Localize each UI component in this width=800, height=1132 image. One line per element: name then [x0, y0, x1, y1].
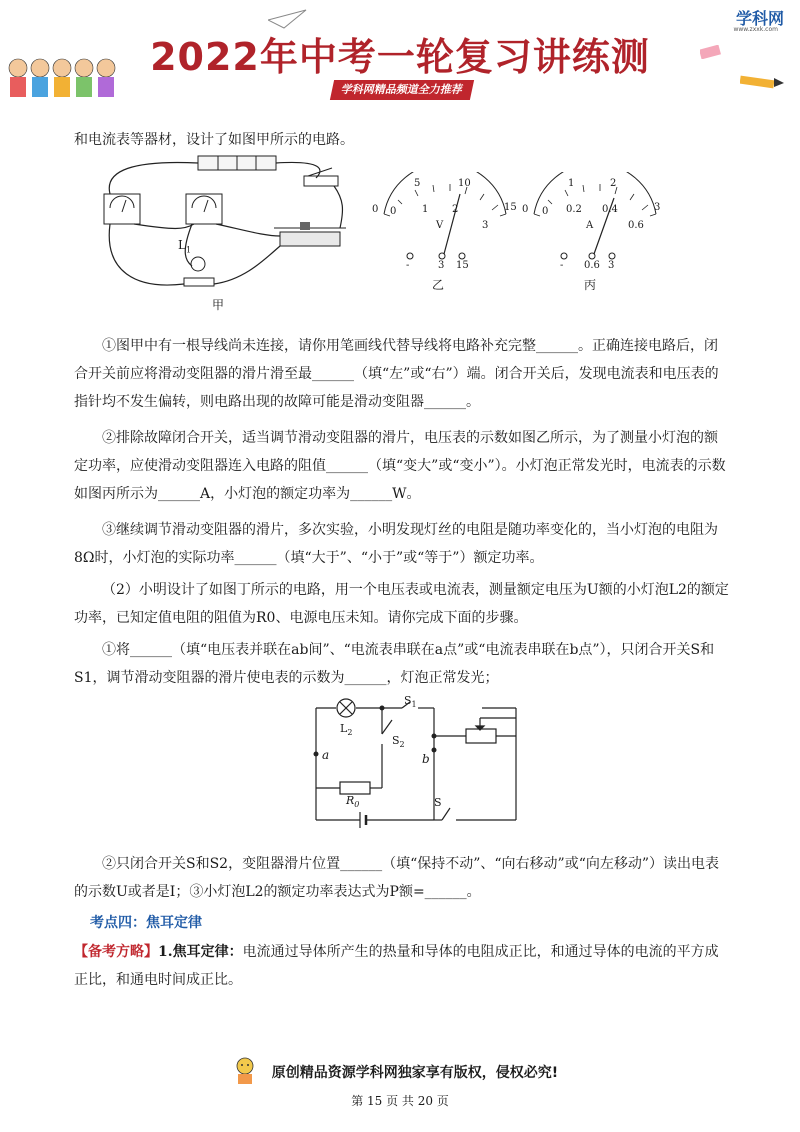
ammeter-scale-1: 1 [568, 178, 575, 189]
voltmeter-left-end: 0 [372, 204, 379, 215]
ammeter-terminal-3: 3 [608, 260, 615, 271]
voltmeter-scale-2: 2 [452, 204, 459, 215]
ammeter-device-icon [104, 194, 140, 224]
circuit-label-S1: $S_1$ [404, 694, 417, 710]
question-step-1: ①图甲中有一根导线尚未连接，请你用笔画线代替导线将电路补充完整______。正确连接电路后，闭合开关前应将滑动变阻器的滑片滑至最______（填“左”或“右”）端。闭合开关后，发现电流表和电压表的指针均不发生偏转，则电路出现的故障可能是滑动变阻器______。 [74, 338, 719, 410]
ammeter-left-end: 0 [522, 204, 529, 215]
rheostat-icon [274, 222, 346, 246]
banner-subtitle: 学科网精品频道全力推荐 [330, 80, 474, 100]
figure-jia-circuit [94, 150, 364, 320]
voltmeter-terminal-15: 15 [456, 260, 469, 271]
children-illustration [6, 54, 126, 102]
question-part-2: （2）小明设计了如图丁所示的电路，用一个电压表或电流表，测量额定电压为U额的小灯泡L2的额定功率，已知定值电阻的阻值为R0、电源电压未知。请你完成下面的步骤。 [74, 582, 729, 626]
voltmeter-scale-5: 5 [414, 178, 421, 189]
voltmeter-scale-1: 1 [422, 204, 429, 215]
circuit-label-L2: $L_2$ [340, 722, 353, 738]
ammeter-zero-top: 0 [542, 206, 549, 217]
circuit-label-b: b [422, 752, 430, 766]
figure-ding-circuit [300, 696, 530, 830]
ammeter-terminal-0-6: 0.6 [584, 260, 600, 271]
circuit-label-S: S [434, 796, 442, 809]
switch-icon [304, 168, 338, 186]
intro-paragraph: 和电流表等器材，设计了如图甲所示的电路。 [74, 132, 354, 148]
voltmeter-device-icon [186, 194, 222, 224]
ammeter-scale-0-6: 0.6 [628, 220, 644, 231]
question-step-2: ②排除故障闭合开关，适当调节滑动变阻器的滑片，电压表的示数如图乙所示，为了测量小灯泡的额定功率，应使滑动变阻器连入电路的阻值______（填“变大”或“变小”）。小灯泡正常发光时，电流表的示数如图丙所示为______A，小灯泡的额定功率为______W。 [74, 430, 726, 502]
ammeter-scale-0-2: 0.2 [566, 204, 582, 215]
circuit-label-R0: $R_0$ [346, 794, 360, 810]
voltmeter-unit: V [436, 220, 444, 231]
ammeter-scale-2: 2 [610, 178, 617, 189]
strategy-body: 电流通过导体所产生的热量和导体的电阻成正比，和通过导体的电流的平方成正比，和通电时间成正比。 [74, 944, 719, 988]
pencil-icon [740, 74, 784, 93]
eraser-icon [700, 44, 722, 63]
question-part-2-step-2: ②只闭合开关S和S2，变阻器滑片位置______（填“保持不动”、“向右移动”或“向左移动”）读出电表的示数U或者是I；③小灯泡L2的额定功率表达式为P额=______。 [74, 856, 720, 900]
question-part-2-step-1: ①将______（填“电压表并联在ab间”、“电流表串联在a点”或“电流表串联在b点”），只闭合开关S和S1，调节滑动变阻器的滑片使电表的示数为______，灯泡正常发光； [74, 642, 715, 686]
ammeter-right-end: 3 [654, 202, 661, 213]
voltmeter-scale-10: 10 [458, 178, 471, 189]
section-heading: 考点四：焦耳定律 [90, 915, 202, 931]
figure-bing-ammeter-dial [520, 172, 670, 290]
exam-strategy-paragraph [74, 938, 730, 994]
strategy-term: 1.焦耳定律： [158, 944, 243, 960]
copyright-note: 原创精品资源学科网独家享有版权，侵权必究! [271, 1065, 559, 1081]
voltmeter-terminal-minus: - [406, 260, 410, 271]
circuit-label-S2: $S_2$ [392, 734, 405, 750]
question-step-3: ③继续调节滑动变阻器的滑片，多次实验，小明发现灯丝的电阻是随功率变化的，当小灯泡的电阻为8Ω时，小灯泡的实际功率______（填“大于”、“小于”或“等于”）额定功率。 [74, 522, 718, 566]
banner-title: 2022年中考一轮复习讲练测 [150, 35, 650, 79]
voltmeter-zero-top: 0 [390, 206, 397, 217]
figure-bing-label: 丙 [584, 278, 597, 292]
lamp-label: $L_1$ [178, 238, 192, 255]
figure-jia-label: 甲 [212, 298, 225, 312]
site-logo-url: www.zxxk.com [733, 26, 778, 33]
battery-icon [198, 156, 276, 170]
lamp-icon [184, 257, 214, 286]
voltmeter-scale-3: 3 [482, 220, 489, 231]
figure-yi-voltmeter-dial [370, 172, 520, 290]
voltmeter-right-end: 15 [504, 202, 517, 213]
ammeter-terminal-minus: - [560, 260, 564, 271]
strategy-tag: 【备考方略】 [74, 944, 158, 960]
figure-yi-label: 乙 [432, 278, 445, 292]
ammeter-unit: A [586, 220, 594, 231]
site-logo[interactable]: 学科网 [735, 9, 784, 28]
circuit-label-a: a [322, 748, 330, 762]
page-number: 第 15 页 共 20 页 [351, 1094, 449, 1108]
voltmeter-terminal-3: 3 [438, 260, 445, 271]
ammeter-scale-0-4: 0.4 [602, 204, 618, 215]
